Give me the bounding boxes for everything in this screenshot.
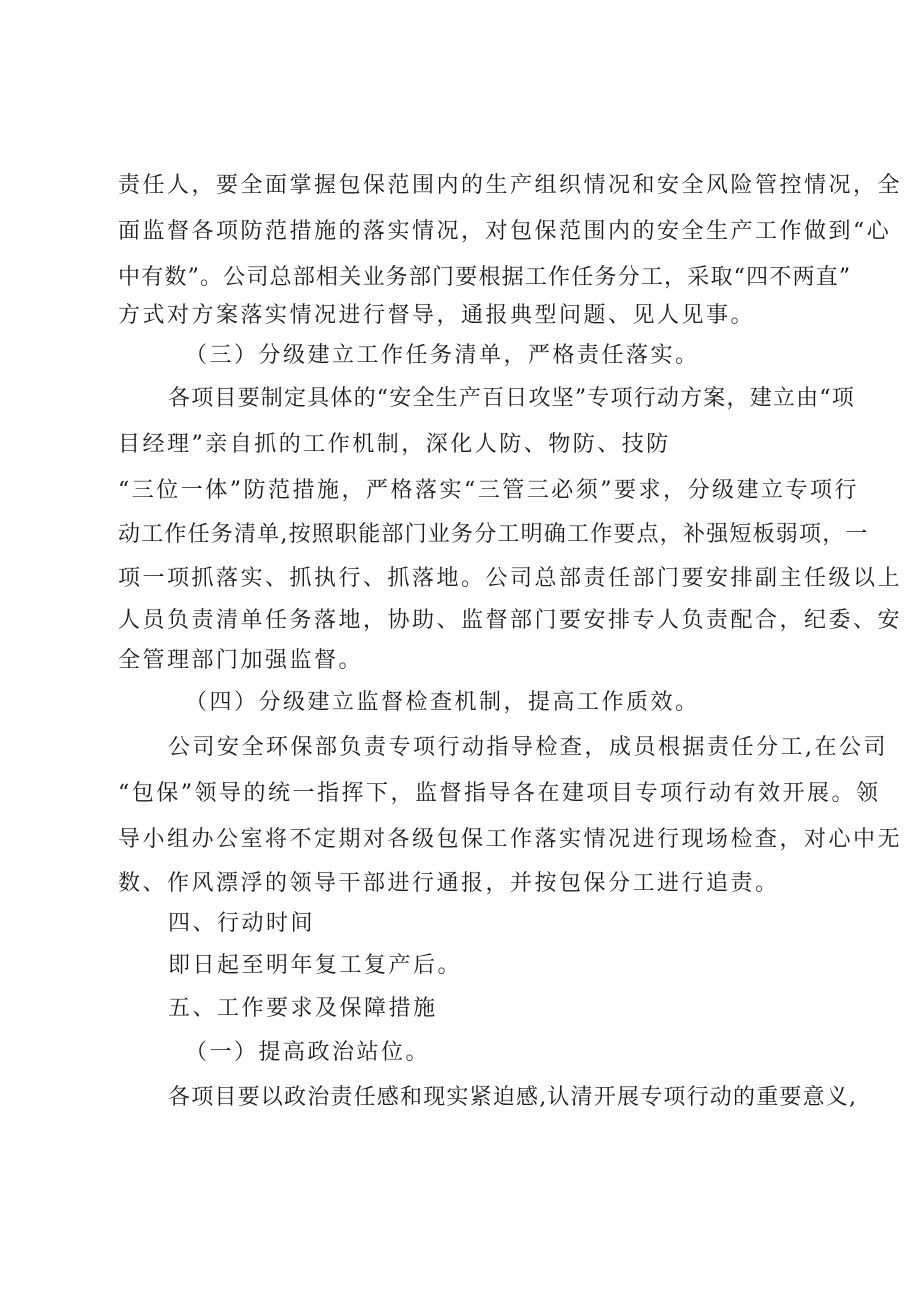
body-text-line: 项一项抓落实、抓执行、抓落地。公司总部责任部门要安排副主任级以上 (118, 566, 903, 591)
body-text-line: 中有数”。公司总部相关业务部门要根据工作任务分工，采取“四不两直” (118, 265, 852, 290)
section-heading: （四）分级建立监督检查机制，提高工作质效。 (185, 690, 700, 715)
body-text-line: 责任人，要全面掌握包保范围内的生产组织情况和安全风险管控情况，全 (118, 173, 903, 198)
body-text-line: 数、作风漂浮的领导干部进行通报，并按包保分工进行追责。 (118, 871, 780, 896)
body-text-line: 目经理”亲自抓的工作机制，深化人防、物防、技防 (118, 432, 671, 457)
body-text-line: 动工作任务清单,按照职能部门业务分工明确工作要点，补强短板弱项，一 (118, 522, 869, 547)
body-text-line: “包保”领导的统一指挥下，监督指导各在建项目专项行动有效开展。领 (118, 781, 881, 806)
section-heading: 四、行动时间 (168, 911, 316, 936)
body-text-line: 全管理部门加强监督。 (118, 648, 364, 673)
body-text-line: 方式对方案落实情况进行督导，通报典型问题、见人见事。 (118, 303, 756, 328)
body-text-line: 各项目要以政治责任感和现实紧迫感,认清开展专项行动的重要意义, (168, 1085, 858, 1110)
body-text-line: 人员负责清单任务落地，协助、监督部门要安排专人负责配合，纪委、安 (118, 608, 903, 633)
section-heading: （一）提高政治站位。 (185, 1040, 431, 1065)
body-text-line: 公司安全环保部负责专项行动指导检查，成员根据责任分工,在公司 (168, 735, 888, 760)
section-heading: 五、工作要求及保障措施 (168, 996, 438, 1021)
body-text-line: “三位一体”防范措施，严格落实“三管三必须”要求，分级建立专项行 (118, 478, 859, 503)
body-text-line: 即日起至明年复工复产后。 (168, 953, 463, 978)
body-text-line: 导小组办公室将不定期对各级包保工作落实情况进行现场检查，对心中无 (118, 827, 903, 852)
body-text-line: 面监督各项防范措施的落实情况，对包保范围内的安全生产工作做到“心 (118, 219, 892, 244)
body-text-line: 各项目要制定具体的“安全生产百日攻坚”专项行动方案，建立由“项 (168, 386, 855, 411)
section-heading: （三）分级建立工作任务清单，严格责任落实。 (185, 343, 700, 368)
